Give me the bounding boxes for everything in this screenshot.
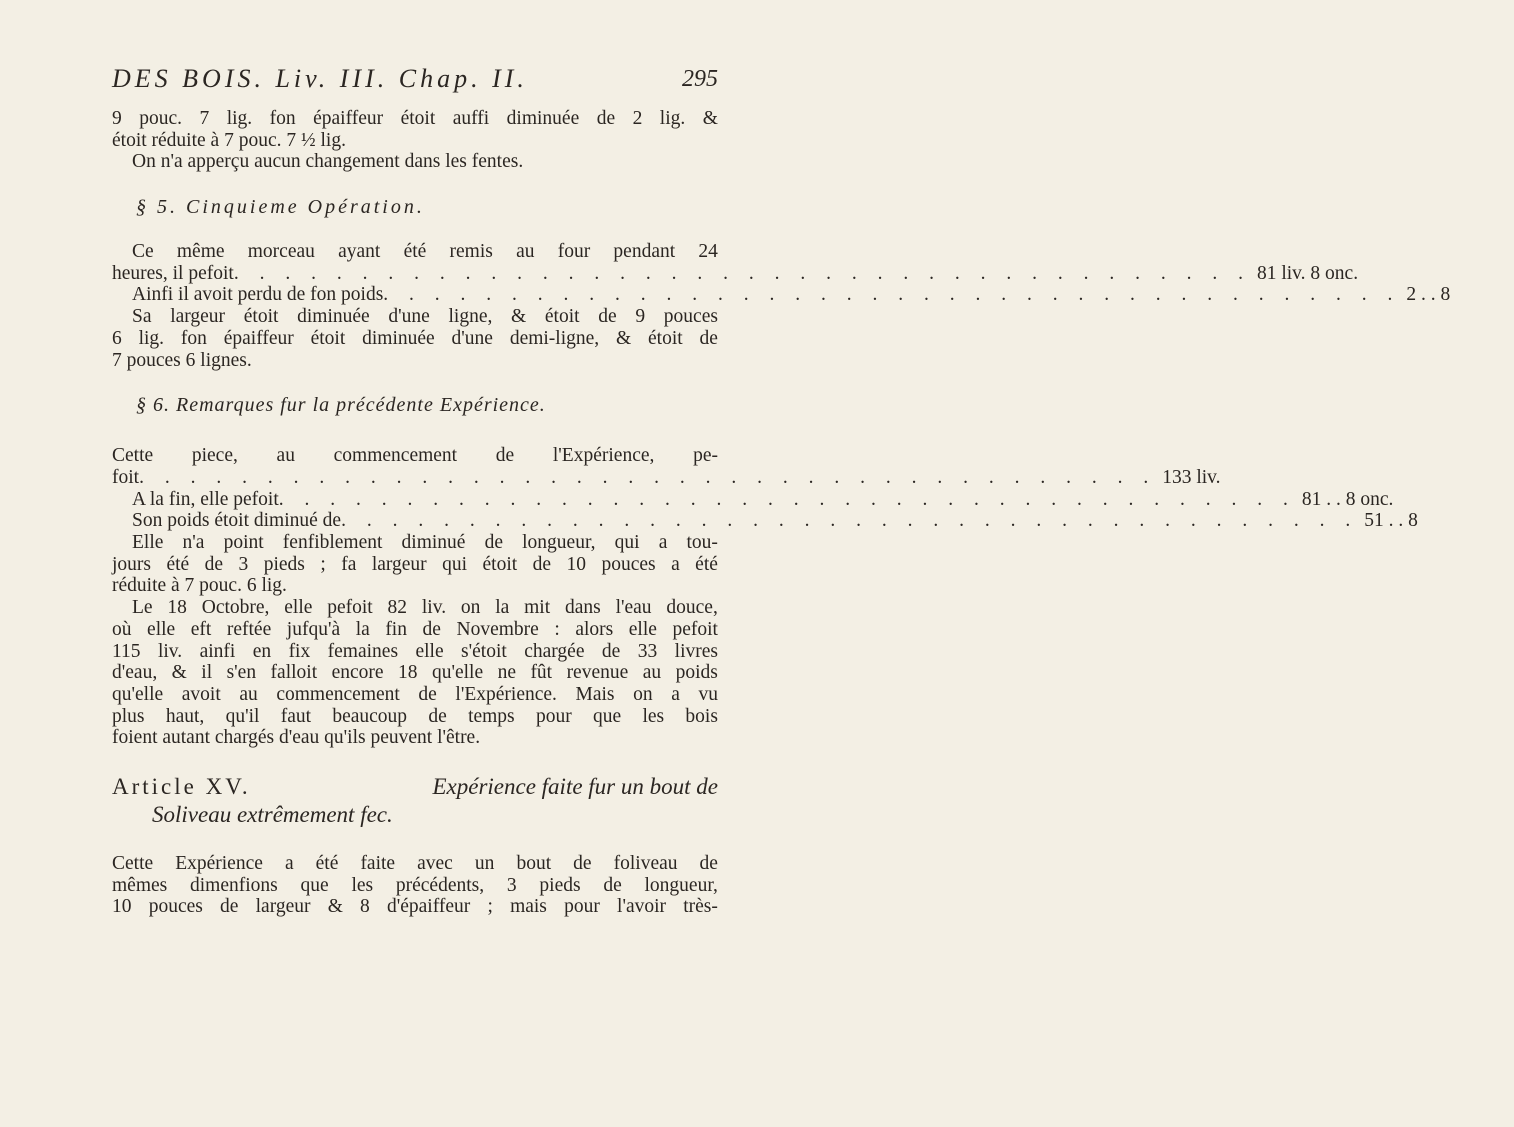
weight-row-label: A la fin, elle pefoit bbox=[132, 488, 279, 510]
text-line: plus haut, qu'il faut beaucoup de temps pour que les bois bbox=[112, 705, 718, 727]
text-line: Le 18 Octobre, elle pefoit 82 liv. on la mit dans l'eau douce, bbox=[132, 597, 718, 619]
page-body bbox=[112, 108, 1451, 918]
article-number: Article XV. bbox=[112, 774, 251, 800]
weight-row-value: 81 liv. 8 onc. bbox=[1256, 262, 1359, 284]
section-heading-6: § 6. Remarques fur la précédente Expérience. bbox=[136, 394, 546, 417]
weight-row bbox=[112, 284, 1451, 306]
article-title-line: Expérience faite fur un bout de bbox=[432, 774, 718, 800]
weight-row-label: heures, il pefoit bbox=[112, 262, 234, 284]
weight-row-value: 81 . . 8 onc. bbox=[1301, 488, 1394, 510]
running-head bbox=[112, 64, 718, 104]
article-title-line: Soliveau extrêmement fec. bbox=[152, 802, 393, 828]
dot-leader: . . . . . . . . . . . . . . . . . . . . . . . . . . . . . . . . . . . . . . . . bbox=[233, 262, 1251, 284]
text-line: 6 lig. fon épaiffeur étoit diminuée d'une demi-ligne, & étoit de bbox=[112, 327, 718, 349]
text-line: Cette Expérience a été faite avec un bout de foliveau de bbox=[112, 853, 718, 875]
text-line: mêmes dimenfions que les précédents, 3 pieds de longueur, bbox=[112, 874, 718, 896]
running-head-title: DES BOIS. Liv. III. Chap. II. bbox=[112, 64, 528, 93]
page-number: 295 bbox=[682, 66, 718, 92]
text-line: 115 liv. ainfi en fix femaines elle s'étoit chargée de 33 livres bbox=[112, 640, 718, 662]
text-line: Ce même morceau ayant été remis au four pendant 24 bbox=[132, 241, 718, 263]
article-heading bbox=[112, 773, 718, 829]
text-line: étoit réduite à 7 pouc. 7 ½ lig. bbox=[112, 129, 346, 151]
dot-leader: . . . . . . . . . . . . . . . . . . . . . . . . . . . . . . . . . . . . . . . . bbox=[278, 488, 1296, 510]
weight-row-value: 133 liv. bbox=[1162, 466, 1221, 488]
text-line: qu'elle avoit au commencement de l'Expérience. Mais on a vu bbox=[112, 683, 718, 705]
weight-row bbox=[112, 510, 1418, 532]
text-line: où elle eft reftée jufqu'à la fin de Novembre : alors elle pefoit bbox=[112, 618, 718, 640]
weight-row-label: foit bbox=[112, 466, 140, 488]
text-line: Sa largeur étoit diminuée d'une ligne, & étoit de 9 pouces bbox=[132, 306, 718, 328]
text-line: d'eau, & il s'en falloit encore 18 qu'elle ne fût revenue au poids bbox=[112, 662, 718, 684]
text-line: 10 pouces de largeur & 8 d'épaiffeur ; mais pour l'avoir très- bbox=[112, 896, 718, 918]
weight-row-value: 2 . . 8 bbox=[1406, 284, 1451, 306]
weight-row-label: Ainfi il avoit perdu de fon poids bbox=[132, 284, 384, 306]
weight-row-label: Son poids étoit diminué de bbox=[132, 510, 342, 532]
text-line: 9 pouc. 7 lig. fon épaiffeur étoit auffi diminuée de 2 lig. & bbox=[112, 108, 718, 129]
text-line: Elle n'a point fenfiblement diminué de longueur, qui a tou- bbox=[132, 532, 718, 554]
text-line: réduite à 7 pouc. 6 lig. bbox=[112, 575, 287, 597]
weight-row bbox=[112, 466, 1221, 489]
dot-leader: . . . . . . . . . . . . . . . . . . . . . . . . . . . . . . . . . . . . . . . . bbox=[341, 510, 1359, 532]
text-line: foient autant chargés d'eau qu'ils peuvent l'être. bbox=[112, 727, 481, 749]
dot-leader: . . . . . . . . . . . . . . . . . . . . . . . . . . . . . . . . . . . . . . . . bbox=[139, 466, 1157, 488]
text-line: On n'a apperçu aucun changement dans les fentes. bbox=[132, 151, 524, 173]
text-line: 7 pouces 6 lignes. bbox=[112, 349, 252, 371]
weight-row bbox=[112, 488, 1394, 511]
text-line: jours été de 3 pieds ; fa largeur qui étoit de 10 pouces a été bbox=[112, 553, 718, 575]
section-heading-5: § 5. Cinquieme Opération. bbox=[136, 196, 425, 219]
dot-leader: . . . . . . . . . . . . . . . . . . . . . . . . . . . . . . . . . . . . . . . . bbox=[383, 284, 1401, 306]
text-line: Cette piece, au commencement de l'Expérience, pe- bbox=[112, 445, 718, 467]
weight-row bbox=[112, 262, 1359, 285]
weight-row-value: 51 . . 8 bbox=[1364, 510, 1418, 532]
